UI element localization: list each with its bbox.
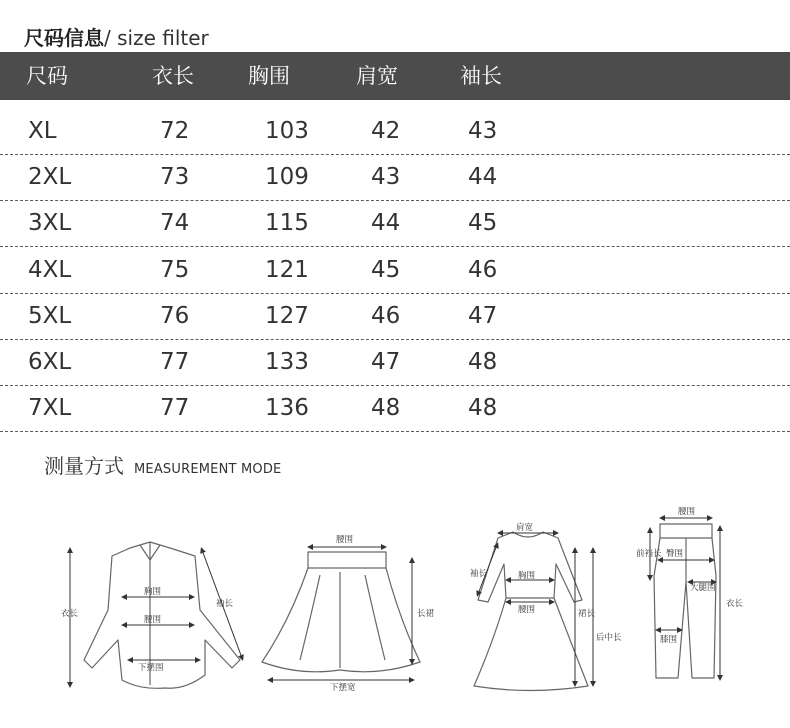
table-cell: 76: [160, 302, 190, 329]
table-cell: 45: [468, 210, 498, 237]
shirt-length-label: 衣长: [61, 609, 79, 619]
header-shoulder: 肩宽: [356, 64, 398, 88]
table-row: [0, 385, 790, 432]
table-cell: 133: [265, 349, 309, 375]
pants-diagram: [654, 524, 716, 678]
table-cell: 3XL: [28, 210, 72, 237]
shirt-hem-label: 下摆围: [138, 663, 164, 673]
shirt-sleeve-label: 袖长: [216, 599, 234, 609]
table-cell: 77: [160, 349, 190, 375]
table-cell: 44: [371, 210, 401, 237]
pants-hip-label: 臀围: [666, 549, 684, 559]
header-size: 尺码: [26, 64, 68, 88]
table-cell: 2XL: [28, 164, 72, 191]
table-row: [0, 108, 790, 155]
shirt-chest-label: 胸围: [144, 587, 162, 597]
dress-sleeve-label: 袖长: [470, 569, 488, 579]
table-cell: 136: [265, 395, 309, 422]
pants-knee-label: 膝围: [660, 635, 678, 645]
pants-waist-label: 腰围: [678, 507, 696, 517]
pants-thigh-label: 大腿围: [690, 583, 716, 593]
table-cell: 103: [265, 118, 309, 144]
table-cell: 77: [160, 395, 190, 422]
table-row: [0, 247, 790, 294]
table-cell: 109: [265, 164, 309, 191]
skirt-hem-label: 下摆宽: [330, 683, 356, 693]
table-cell: 46: [371, 302, 401, 329]
table-cell: 127: [265, 302, 309, 329]
table-cell: 4XL: [28, 256, 72, 283]
table-row: [0, 200, 790, 247]
table-row: [0, 293, 790, 340]
table-cell: 44: [468, 164, 498, 191]
table-cell: 47: [371, 349, 401, 375]
table-cell: 5XL: [28, 302, 72, 329]
shirt-waist-label: 腰围: [144, 615, 162, 625]
table-cell: 75: [160, 256, 190, 283]
dress-waist-label: 腰围: [518, 605, 536, 615]
measurement-mode-title: 测量方式 MEASUREMENT MODE: [44, 454, 282, 478]
table-cell: 45: [371, 256, 401, 283]
table-cell: 46: [468, 256, 498, 283]
dress-shoulder-label: 肩宽: [516, 523, 534, 533]
table-cell: 42: [371, 118, 401, 144]
header-length: 衣长: [152, 64, 194, 88]
dress-back-length-label: 后中长: [596, 633, 622, 643]
table-cell: 43: [468, 118, 498, 144]
skirt-diagram: [262, 552, 420, 672]
skirt-length-label: 长裙: [417, 609, 435, 619]
table-cell: 7XL: [28, 395, 72, 422]
table-cell: XL: [28, 118, 57, 144]
table-cell: 115: [265, 210, 309, 237]
header-chest: 胸围: [248, 64, 290, 88]
table-cell: 48: [468, 349, 498, 375]
table-cell: 48: [468, 395, 498, 422]
table-cell: 72: [160, 118, 190, 144]
table-cell: 121: [265, 256, 309, 283]
measurement-diagrams: [0, 490, 790, 728]
table-cell: 6XL: [28, 349, 72, 375]
dress-chest-label: 胸围: [518, 571, 536, 581]
table-cell: 43: [371, 164, 401, 191]
skirt-waist-label: 腰围: [336, 535, 354, 545]
pants-rise-label: 前裆长: [636, 549, 662, 559]
table-row: [0, 154, 790, 201]
table-cell: 73: [160, 164, 190, 191]
size-info-title: 尺码信息/ size filter: [24, 26, 209, 50]
table-cell: 48: [371, 395, 401, 422]
pants-length-label: 衣长: [726, 599, 744, 609]
table-cell: 74: [160, 210, 190, 237]
table-header: [0, 52, 790, 100]
table-cell: 47: [468, 302, 498, 329]
header-sleeve: 袖长: [460, 64, 502, 88]
dress-length-label: 裙长: [578, 609, 596, 619]
table-row: [0, 339, 790, 386]
